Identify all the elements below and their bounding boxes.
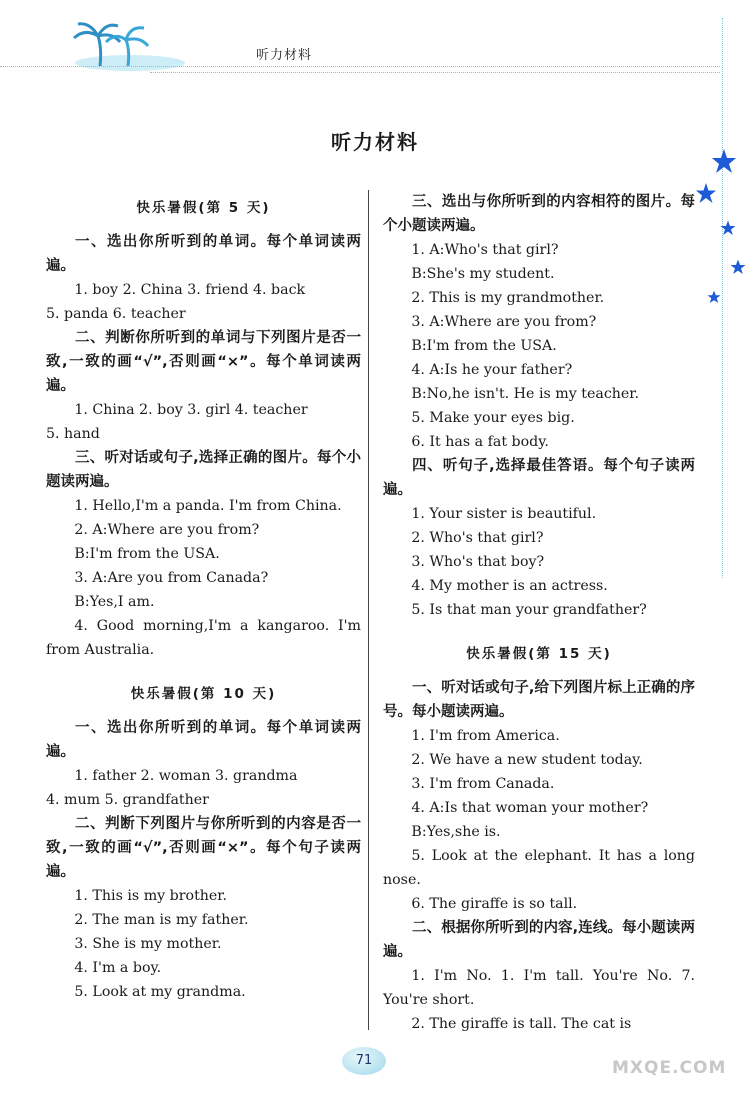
text-line: 1. father 2. woman 3. grandma bbox=[74, 768, 298, 784]
text-line: 2. The man is my father. bbox=[74, 912, 249, 928]
text-line: 4. I'm a boy. bbox=[74, 960, 162, 976]
instruction: 一、选出你所听到的单词。每个单词读两遍。 bbox=[46, 720, 361, 760]
text-line: 2. We have a new student today. bbox=[411, 752, 643, 768]
text-line: 4. A:Is that woman your mother? bbox=[411, 800, 649, 816]
text-line: 4. A:Is he your father? bbox=[411, 362, 573, 378]
star-icon bbox=[730, 259, 746, 275]
text-line: 5. Make your eyes big. bbox=[411, 410, 575, 426]
page-title: 听力材料 bbox=[331, 130, 419, 154]
text-line: 3. I'm from Canada. bbox=[411, 776, 555, 792]
header-dotted-rule bbox=[0, 66, 720, 67]
text-line: 3. She is my mother. bbox=[74, 936, 222, 952]
star-icon bbox=[707, 290, 721, 304]
instruction: 二、判断你所听到的单词与下列图片是否一致,一致的画“√”,否则画“×”。每个单词读两遍。 bbox=[46, 330, 361, 394]
star-icon bbox=[720, 220, 736, 236]
instruction: 三、听对话或句子,选择正确的图片。每个小题读两遍。 bbox=[46, 450, 361, 490]
text-line: 5. panda 6. teacher bbox=[46, 306, 186, 322]
right-column bbox=[383, 190, 695, 1036]
text-line: 2. Who's that girl? bbox=[411, 530, 544, 546]
text-line: 1. I'm No. 1. I'm tall. You're No. 7. You're short. bbox=[383, 968, 695, 1008]
text-line: 2. This is my grandmother. bbox=[411, 290, 605, 306]
header-dotted-rule-2 bbox=[150, 72, 720, 73]
text-line: B:I'm from the USA. bbox=[74, 546, 220, 562]
text-line: 3. A:Where are you from? bbox=[411, 314, 597, 330]
text-line: 1. China 2. boy 3. girl 4. teacher bbox=[74, 402, 308, 418]
watermark: MXQE.COM bbox=[612, 1058, 727, 1078]
instruction: 三、选出与你所听到的内容相符的图片。每个小题读两遍。 bbox=[383, 194, 695, 234]
text-line: 5. Look at my grandma. bbox=[74, 984, 246, 1000]
page-header bbox=[0, 0, 750, 90]
text-line: 3. A:Are you from Canada? bbox=[74, 570, 269, 586]
text-line: 4. Good morning,I'm a kangaroo. I'm from Australia. bbox=[46, 618, 361, 658]
column-divider bbox=[368, 190, 369, 1030]
text-line: 1. This is my brother. bbox=[74, 888, 228, 904]
text-line: 1. Your sister is beautiful. bbox=[411, 506, 597, 522]
palm-tree-icon bbox=[60, 8, 200, 78]
text-line: 2. A:Where are you from? bbox=[74, 522, 260, 538]
margin-dotted-rule bbox=[722, 18, 723, 578]
star-icon bbox=[695, 182, 717, 204]
section-title-day-5: 快乐暑假(第 5 天) bbox=[136, 200, 271, 216]
section-title-day-15: 快乐暑假(第 15 天) bbox=[466, 646, 612, 662]
text-line: 6. The giraffe is so tall. bbox=[411, 896, 578, 912]
text-line: 1. Hello,I'm a panda. I'm from China. bbox=[74, 498, 342, 514]
text-line: 1. I'm from America. bbox=[411, 728, 560, 744]
text-line: 3. Who's that boy? bbox=[411, 554, 545, 570]
text-line: B:No,he isn't. He is my teacher. bbox=[411, 386, 640, 402]
text-line: 2. The giraffe is tall. The cat is bbox=[411, 1016, 632, 1032]
page-number: 71 bbox=[342, 1047, 386, 1075]
header-label: 听力材料 bbox=[256, 48, 313, 63]
text-line: 4. My mother is an actress. bbox=[411, 578, 608, 594]
text-line: B:I'm from the USA. bbox=[411, 338, 557, 354]
instruction: 二、判断下列图片与你所听到的内容是否一致,一致的画“√”,否则画“×”。每个句子读两遍。 bbox=[46, 816, 361, 880]
text-line: 5. Look at the elephant. It has a long nose. bbox=[383, 848, 695, 888]
text-line: B:Yes,she is. bbox=[411, 824, 501, 840]
text-line: 1. boy 2. China 3. friend 4. back bbox=[74, 282, 306, 298]
instruction: 一、听对话或句子,给下列图片标上正确的序号。每小题读两遍。 bbox=[383, 680, 695, 720]
text-line: 4. mum 5. grandfather bbox=[46, 792, 209, 808]
text-line: 5. Is that man your grandfather? bbox=[411, 602, 647, 618]
instruction: 二、根据你所听到的内容,连线。每小题读两遍。 bbox=[383, 920, 695, 960]
section-title-day-10: 快乐暑假(第 10 天) bbox=[130, 686, 277, 702]
left-column bbox=[46, 190, 361, 1004]
instruction: 四、听句子,选择最佳答语。每个句子读两遍。 bbox=[383, 458, 695, 498]
text-line: B:Yes,I am. bbox=[74, 594, 155, 610]
text-line: B:She's my student. bbox=[411, 266, 555, 282]
instruction: 一、选出你所听到的单词。每个单词读两遍。 bbox=[46, 234, 361, 274]
text-line: 5. hand bbox=[46, 426, 100, 442]
text-line: 6. It has a fat body. bbox=[411, 434, 549, 450]
text-line: 1. A:Who's that girl? bbox=[411, 242, 559, 258]
